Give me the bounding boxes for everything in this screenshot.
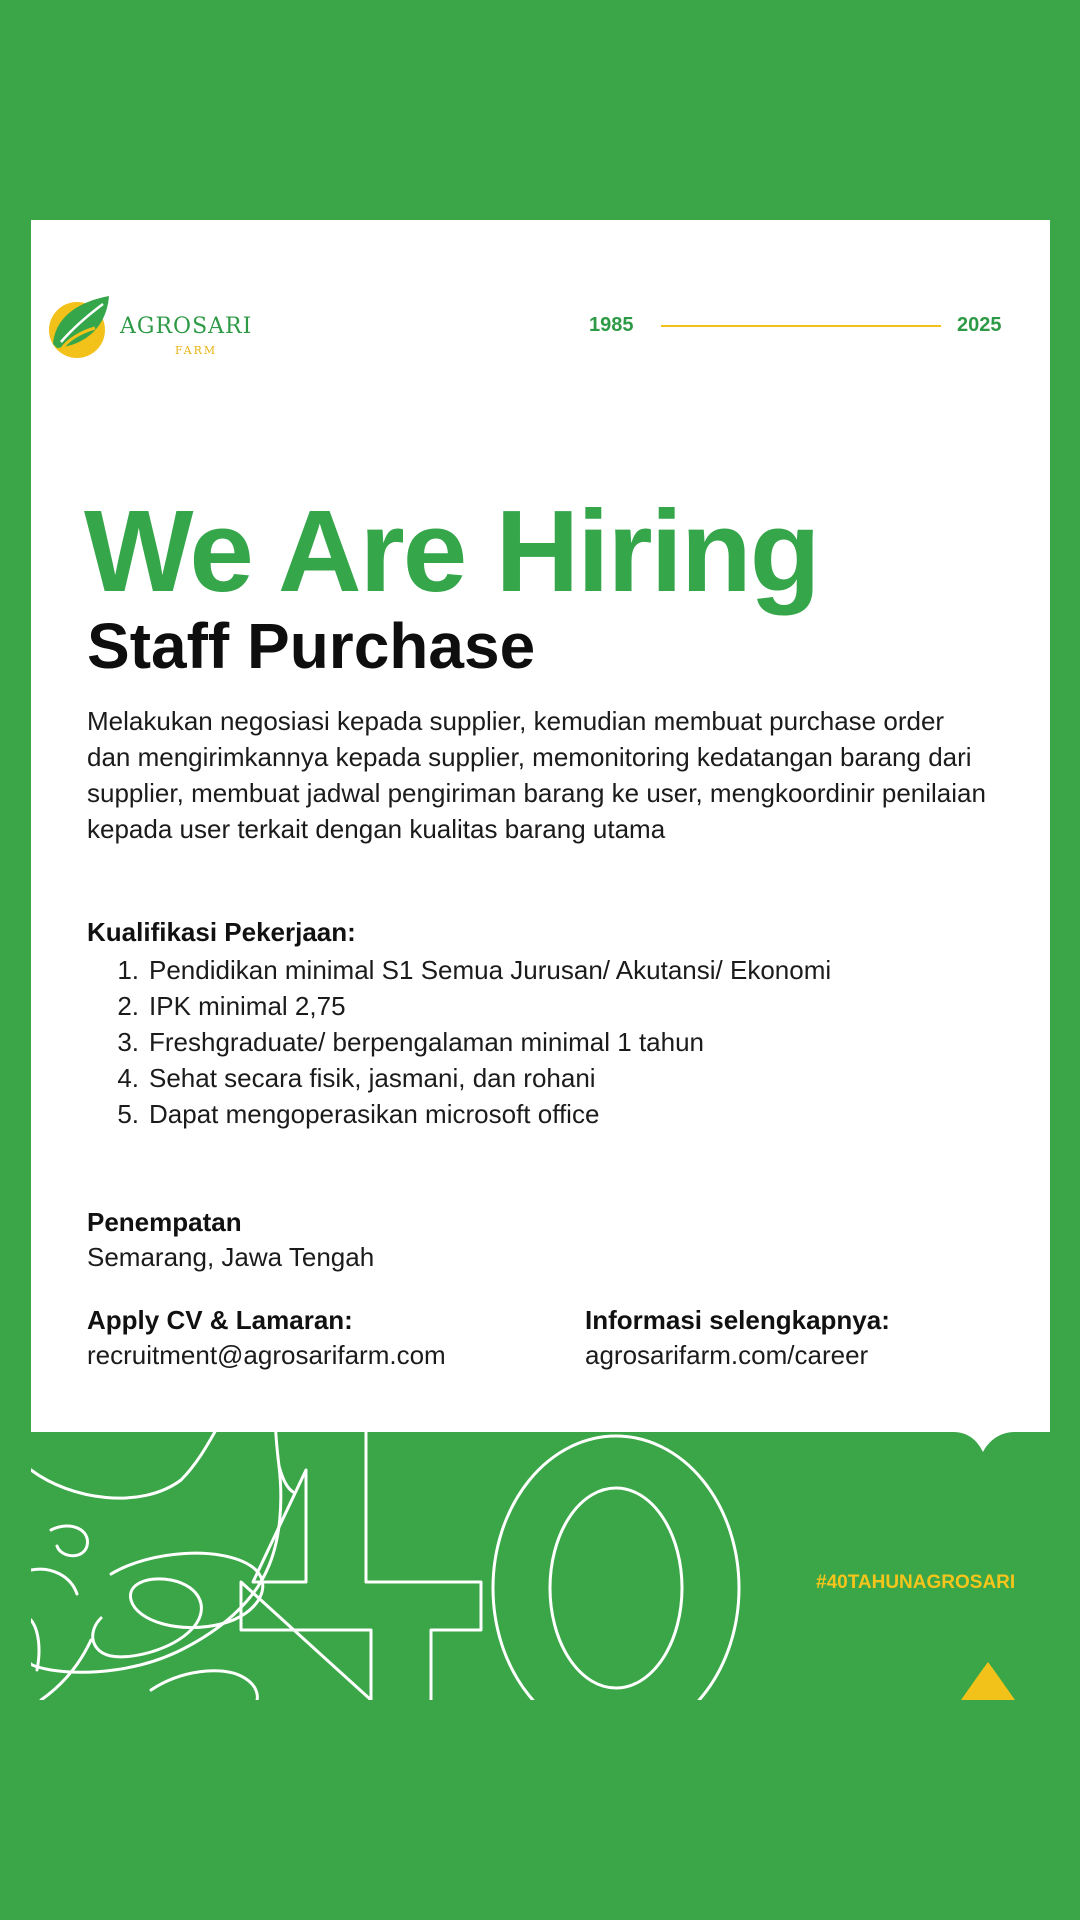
brand-name: AGROSARI — [120, 314, 253, 339]
list-item: 5. Dapat mengoperasikan microsoft office — [117, 1099, 600, 1129]
year-start: 1985 — [589, 314, 634, 336]
brand-logo — [47, 288, 253, 368]
placement-title: Penempatan — [87, 1207, 242, 1237]
job-poster-card — [31, 220, 1050, 1700]
job-description: Melakukan negosiasi kepada supplier, kemudian membuat purchase order dan mengirimkannya kepada supplier, memonitoring kedatangan barang dari supplier, membuat jadwal pengiriman barang ke user, mengkoordinir penilaian kepada user terkait dengan kualitas barang utama — [87, 706, 986, 844]
list-item: 4. Sehat secara fisik, jasmani, dan rohani — [117, 1063, 596, 1093]
list-item: 3. Freshgraduate/ berpengalaman minimal 1 tahun — [117, 1027, 705, 1057]
apply-title: Apply CV & Lamaran: — [87, 1305, 353, 1335]
placement-value: Semarang, Jawa Tengah — [87, 1242, 375, 1272]
list-item: 2. IPK minimal 2,75 — [117, 991, 346, 1021]
career-website-link[interactable]: agrosarifarm.com/career — [585, 1340, 869, 1370]
qualifications-list — [87, 952, 831, 1132]
position-title: Staff Purchase — [87, 610, 536, 682]
list-item: 1. Pendidikan minimal S1 Semua Jurusan/ Akutansi/ Ekonomi — [117, 955, 832, 985]
timeline-divider — [661, 325, 941, 327]
hiring-headline: We Are Hiring — [84, 486, 819, 616]
qualifications-title: Kualifikasi Pekerjaan: — [87, 917, 356, 947]
apply-email-link[interactable]: recruitment@agrosarifarm.com — [87, 1340, 446, 1370]
leaf-logo-icon — [47, 288, 117, 364]
anniversary-hashtag: #40TAHUNAGROSARI — [816, 1572, 1016, 1593]
info-title: Informasi selengkapnya: — [585, 1305, 890, 1335]
anniversary-banner — [31, 1370, 1050, 1700]
year-end: 2025 — [957, 314, 1002, 336]
brand-subname: FARM — [175, 344, 218, 357]
